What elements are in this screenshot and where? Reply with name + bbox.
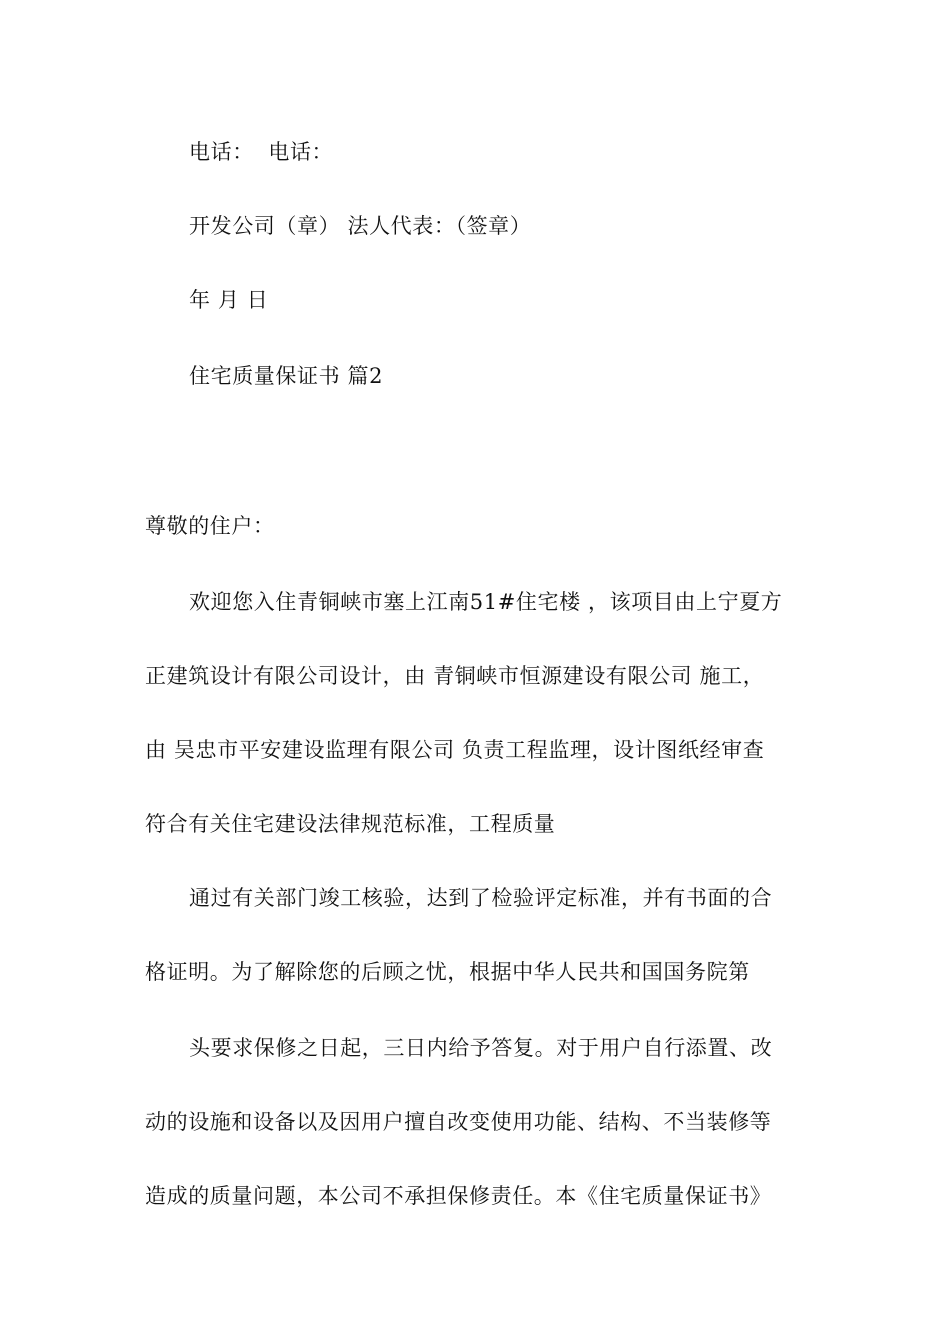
paragraph-line: 格证明。为了解除您的后顾之忧，根据中华人民共和国国务院第 [145,960,750,984]
salutation: 尊敬的住户： [145,514,275,538]
paragraph-line: 造成的质量问题，本公司不承担保修责任。本《住宅质量保证书》 [145,1184,772,1208]
paragraph-line: 头要求保修之日起，三日内给予答复。对于用户自行添置、改 [189,1036,773,1060]
section-heading: 住宅质量保证书 篇2 [189,364,384,388]
paragraph-line: 符合有关住宅建设法律规范标准，工程质量 [145,812,556,836]
paragraph-line: 动的设施和设备以及因用户擅自改变使用功能、结构、不当装修等 [145,1110,772,1134]
paragraph-line: 欢迎您入住青铜峡市塞上江南51#住宅楼 ，该项目由上宁夏方 [189,590,783,614]
paragraph-line: 通过有关部门竣工核验，达到了检验评定标准，并有书面的合 [189,886,773,910]
company-signature-line: 开发公司（章） 法人代表：（签章） [189,214,532,238]
date-line: 年 月 日 [189,288,269,312]
phone-line: 电话： 电话： [189,140,334,164]
paragraph-line: 由 吴忠市平安建设监理有限公司 负责工程监理，设计图纸经审查 [145,738,765,762]
paragraph-line: 正建筑设计有限公司设计，由 青铜峡市恒源建设有限公司 施工， [145,664,765,688]
